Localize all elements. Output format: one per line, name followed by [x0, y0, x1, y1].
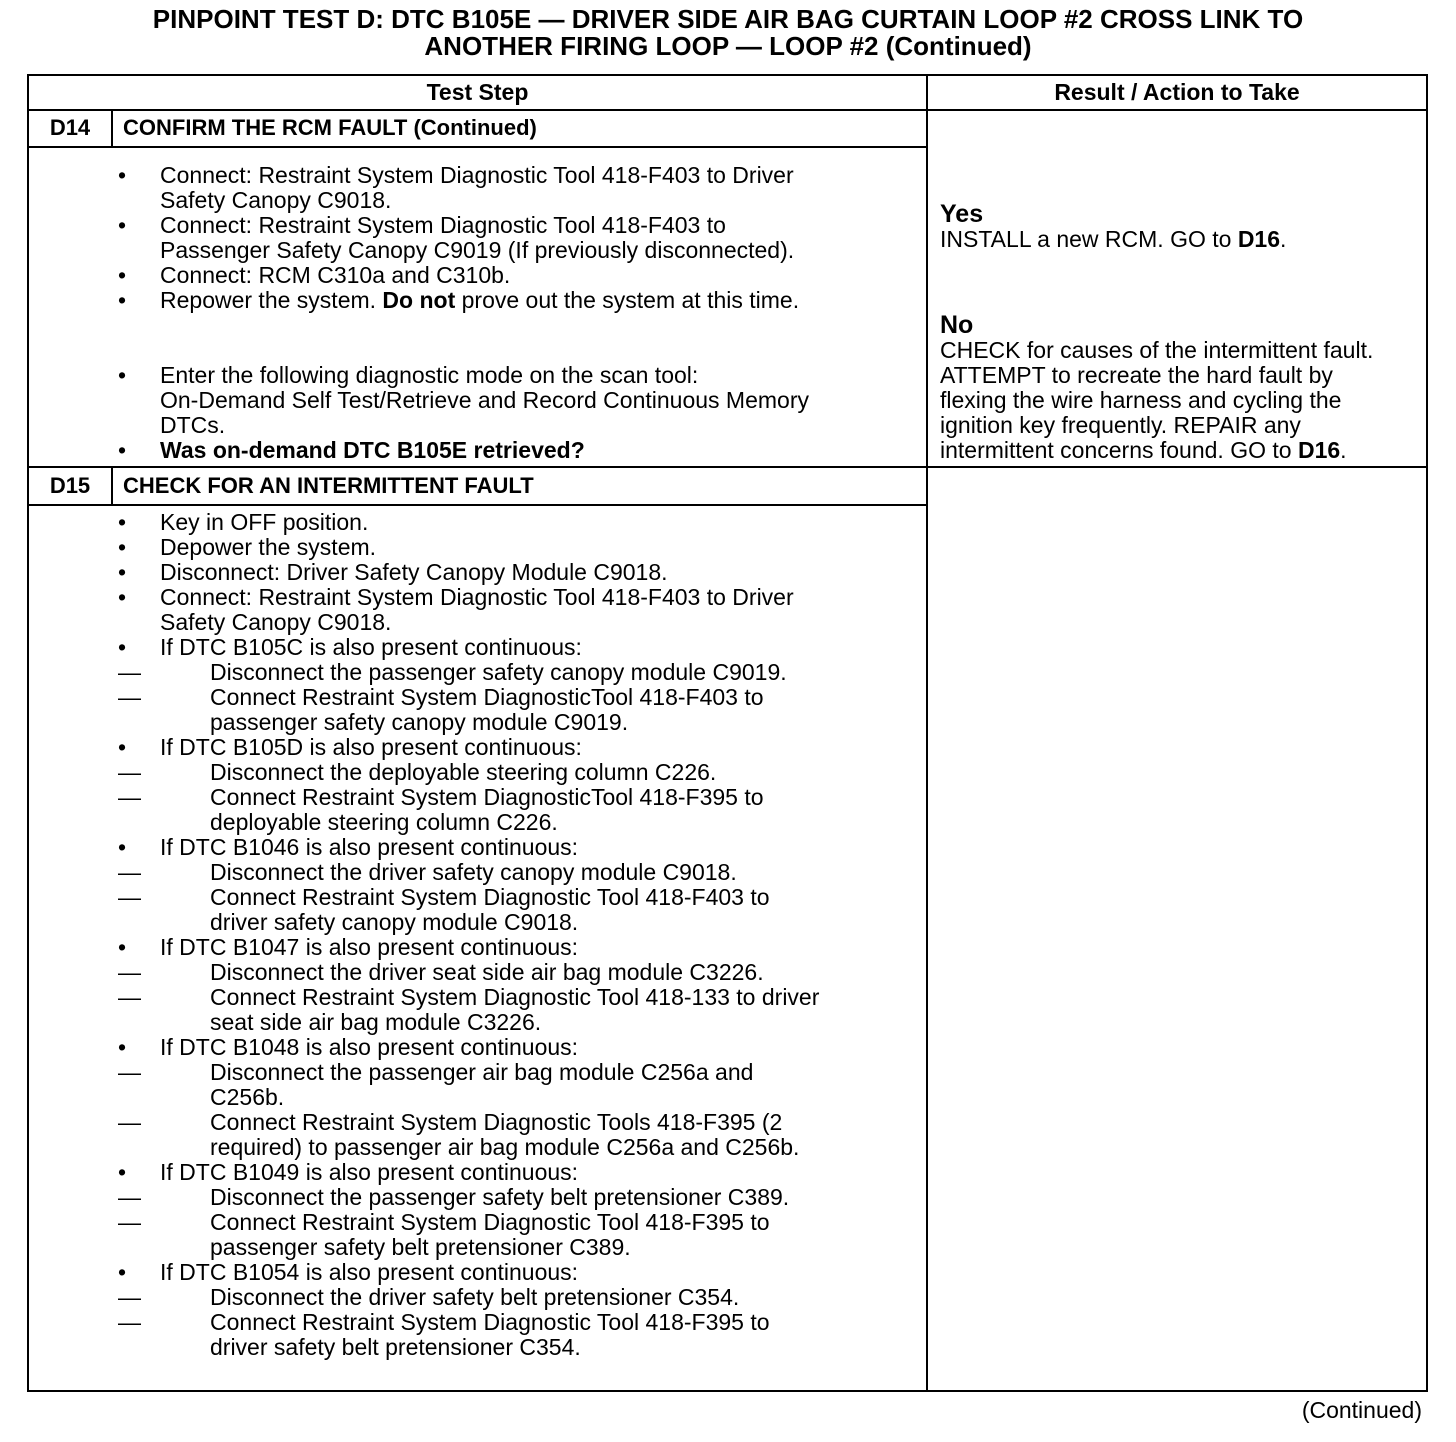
list-item [118, 1035, 923, 1060]
dash-marker: — [118, 1284, 141, 1310]
title-line-2: ANOTHER FIRING LOOP — LOOP #2 (Continued) [424, 31, 1032, 61]
instruction-text: Disconnect the deployable steering column C226. [210, 759, 717, 785]
dash-marker: — [118, 759, 141, 785]
bullet-marker: • [118, 362, 127, 388]
list-item [118, 1210, 923, 1235]
bullet-marker: • [118, 534, 127, 560]
list-item [118, 585, 923, 610]
instruction-text: Passenger Safety Canopy C9019 (If previously disconnected). [160, 237, 795, 263]
list-item-continuation [118, 1335, 923, 1360]
list-item-continuation [118, 910, 923, 935]
d14-instructions [118, 163, 923, 463]
list-item-continuation [118, 1135, 923, 1160]
list-item [118, 363, 923, 388]
list-item-continuation [118, 388, 923, 413]
instruction-text: Safety Canopy C9018. [160, 609, 392, 635]
list-item [118, 835, 923, 860]
instruction-text: DTCs. [160, 412, 226, 438]
instruction-text: Connect: RCM C310a and C310b. [160, 262, 511, 288]
column-header-test-step: Test Step [426, 79, 529, 105]
list-item [118, 760, 923, 785]
header-divider [27, 109, 1428, 111]
instruction-text: deployable steering column C226. [210, 809, 558, 835]
instruction-text: C256b. [210, 1084, 285, 1110]
instruction-text: Connect Restraint System Diagnostic Tool 418-F395 to [210, 1309, 770, 1335]
dash-marker: — [118, 1184, 141, 1210]
instruction-text: Enter the following diagnostic mode on the scan tool: [160, 362, 699, 388]
bullet-marker: • [118, 934, 127, 960]
step-id-d15: D15 [49, 473, 91, 498]
bullet-marker: • [118, 162, 127, 188]
bullet-marker: • [118, 634, 127, 660]
d14-result-yes [940, 201, 1424, 252]
result-text-no [940, 438, 1424, 463]
list-item [118, 288, 923, 313]
instruction-text: seat side air bag module C3226. [210, 1009, 542, 1035]
list-item [118, 785, 923, 810]
list-item-continuation [118, 710, 923, 735]
dash-marker: — [118, 684, 141, 710]
instruction-text: Safety Canopy C9018. [160, 187, 392, 213]
instruction-text: Disconnect the passenger safety canopy module C9019. [210, 659, 787, 685]
list-item-continuation [118, 810, 923, 835]
dash-marker: — [118, 659, 141, 685]
bullet-marker: • [118, 509, 127, 535]
dash-marker: — [118, 884, 141, 910]
goto-step-link: D16 [1297, 437, 1341, 463]
list-item [118, 535, 923, 560]
dash-marker: — [118, 1109, 141, 1135]
page-title [0, 6, 1456, 60]
instruction-text: driver safety belt pretensioner C354. [210, 1334, 581, 1360]
instruction-emphasis: Do not [382, 287, 456, 313]
result-action: intermittent concerns found. GO to [940, 437, 1298, 463]
list-item [118, 1185, 923, 1210]
dash-marker: — [118, 1059, 141, 1085]
instruction-text: Disconnect the driver safety canopy module C9018. [210, 859, 737, 885]
instruction-text: If DTC B1048 is also present continuous: [160, 1034, 579, 1060]
instruction-text: If DTC B105D is also present continuous: [160, 734, 582, 760]
step-title-d15: CHECK FOR AN INTERMITTENT FAULT [123, 473, 534, 498]
list-item-continuation [118, 413, 923, 438]
d14-d15-divider [27, 466, 1428, 468]
bullet-marker: • [118, 834, 127, 860]
list-item [118, 438, 923, 463]
list-item [118, 1285, 923, 1310]
instruction-text: Disconnect the driver seat side air bag module C3226. [210, 959, 764, 985]
bullet-marker: • [118, 262, 127, 288]
result-action: INSTALL a new RCM. GO to [940, 226, 1238, 252]
dash-marker: — [118, 984, 141, 1010]
instruction-text: Disconnect the driver safety belt pretensioner C354. [210, 1284, 740, 1310]
instruction-text: Connect: Restraint System Diagnostic Tool 418-F403 to Driver [160, 584, 794, 610]
list-item [118, 960, 923, 985]
instruction-text: Connect Restraint System DiagnosticTool 418-F395 to [210, 784, 764, 810]
bullet-marker: • [118, 287, 127, 313]
dash-marker: — [118, 859, 141, 885]
instruction-text: Connect Restraint System Diagnostic Tools 418-F395 (2 [210, 1109, 783, 1135]
list-item [118, 660, 923, 685]
bullet-marker: • [118, 734, 127, 760]
list-item [118, 935, 923, 960]
instruction-text: If DTC B1054 is also present continuous: [160, 1259, 579, 1285]
dash-marker: — [118, 1309, 141, 1335]
instruction-text: Disconnect the passenger safety belt pretensioner C389. [210, 1184, 790, 1210]
list-item-continuation [118, 188, 923, 213]
result-text-no: ignition key frequently. REPAIR any [940, 412, 1301, 438]
result-text-no: ATTEMPT to recreate the hard fault by [940, 362, 1333, 388]
result-text-no: flexing the wire harness and cycling the [940, 387, 1342, 413]
instruction-text: If DTC B1046 is also present continuous: [160, 834, 579, 860]
result-text-yes [940, 227, 1424, 252]
instruction-text: On-Demand Self Test/Retrieve and Record Continuous Memory [160, 387, 809, 413]
bullet-marker: • [118, 1159, 127, 1185]
list-item-continuation [118, 610, 923, 635]
instruction-text: required) to passenger air bag module C256a and C256b. [210, 1134, 800, 1160]
list-item [118, 735, 923, 760]
list-item-continuation [118, 1235, 923, 1260]
column-header-result: Result / Action to Take [1054, 79, 1300, 105]
bullet-marker: • [118, 1034, 127, 1060]
list-item [118, 213, 923, 238]
instruction-text: Connect Restraint System Diagnostic Tool 418-F403 to [210, 884, 770, 910]
step-id-d14: D14 [49, 115, 91, 140]
result-text-no: CHECK for causes of the intermittent fault. [940, 337, 1374, 363]
dash-marker: — [118, 959, 141, 985]
instruction-post: prove out the system at this time. [455, 287, 800, 313]
column-divider [926, 74, 928, 1392]
list-item [118, 1310, 923, 1335]
instruction-text: If DTC B1049 is also present continuous: [160, 1159, 579, 1185]
instruction-pre: Repower the system. [160, 287, 383, 313]
bullet-marker: • [118, 584, 127, 610]
d15-instructions [118, 510, 923, 1360]
list-item-continuation [118, 1085, 923, 1110]
list-item [118, 263, 923, 288]
instruction-text: passenger safety canopy module C9019. [210, 709, 629, 735]
result-label-yes: Yes [940, 200, 984, 228]
instruction-text: Connect: Restraint System Diagnostic Tool 418-F403 to Driver [160, 162, 794, 188]
d15-title-divider [27, 504, 927, 506]
goto-step-link: D16 [1237, 226, 1281, 252]
list-item [118, 985, 923, 1010]
list-item [118, 635, 923, 660]
list-item [118, 560, 923, 585]
d14-result-no [940, 312, 1424, 463]
bullet-marker: • [118, 559, 127, 585]
list-item [118, 163, 923, 188]
list-item [118, 885, 923, 910]
bullet-marker: • [118, 437, 127, 463]
continued-note: (Continued) [1301, 1397, 1422, 1423]
instruction-text: driver safety canopy module C9018. [210, 909, 579, 935]
instruction-text: Disconnect the passenger air bag module C256a and [210, 1059, 754, 1085]
result-label-no: No [940, 311, 974, 339]
bullet-marker: • [118, 1259, 127, 1285]
step-title-d14: CONFIRM THE RCM FAULT (Continued) [123, 115, 537, 140]
d14-title-divider [27, 146, 927, 148]
list-item [118, 1110, 923, 1135]
list-item-continuation [118, 238, 923, 263]
list-item [118, 510, 923, 535]
list-item [118, 1260, 923, 1285]
instruction-text: Connect Restraint System DiagnosticTool 418-F403 to [210, 684, 764, 710]
instruction-text: Key in OFF position. [160, 509, 369, 535]
bullet-marker: • [118, 212, 127, 238]
instruction-text: Disconnect: Driver Safety Canopy Module C9018. [160, 559, 668, 585]
result-punct: . [1280, 226, 1287, 252]
instruction-text: passenger safety belt pretensioner C389. [210, 1234, 631, 1260]
spacer [118, 313, 923, 338]
list-item [118, 860, 923, 885]
list-item-continuation [118, 1010, 923, 1035]
dash-marker: — [118, 784, 141, 810]
instruction-text: Depower the system. [160, 534, 377, 560]
list-item [118, 1160, 923, 1185]
list-item [118, 1060, 923, 1085]
instruction-text [160, 288, 799, 313]
instruction-text: If DTC B1047 is also present continuous: [160, 934, 579, 960]
instruction-text: Connect: Restraint System Diagnostic Tool 418-F403 to [160, 212, 726, 238]
spacer [118, 338, 923, 363]
result-punct: . [1340, 437, 1347, 463]
instruction-text: Connect Restraint System Diagnostic Tool 418-F395 to [210, 1209, 770, 1235]
instruction-text: Connect Restraint System Diagnostic Tool 418-133 to driver [210, 984, 820, 1010]
title-line-1: PINPOINT TEST D: DTC B105E — DRIVER SIDE AIR BAG CURTAIN LOOP #2 CROSS LINK TO [152, 4, 1304, 34]
list-item [118, 685, 923, 710]
dash-marker: — [118, 1209, 141, 1235]
instruction-text: If DTC B105C is also present continuous: [160, 634, 582, 660]
question-text: Was on-demand DTC B105E retrieved? [160, 437, 585, 463]
